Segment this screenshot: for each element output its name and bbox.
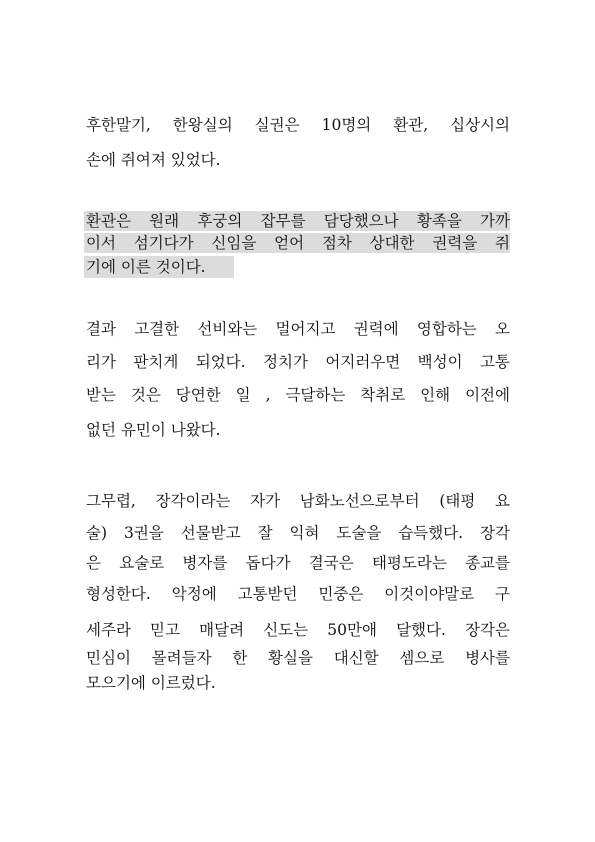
paragraph-2-line-3: 기에 이른 것이다. (86, 258, 206, 276)
paragraph-3-line-2: 리가 판치게 되었다. 정치가 어지러우면 백성이 고통 (86, 353, 510, 371)
paragraph-4-line-4: 형성한다. 악정에 고통받던 민중은 이것이야말로 구 (86, 585, 510, 603)
paragraph-4-line-1: 그무렵, 장각이라는 자가 남화노선으로부터 (태평 요 (86, 492, 510, 510)
paragraph-4-line-2: 술) 3권을 선물받고 잘 익혀 도술을 습득했다. 장각 (86, 524, 510, 542)
paragraph-4-line-3: 은 요술로 병자를 돕다가 결국은 태평도라는 종교를 (86, 554, 510, 572)
paragraph-4-line-5: 세주라 믿고 매달려 신도는 50만애 달했다. 장각은 (86, 621, 510, 639)
paragraph-1-line-2: 손에 쥐여져 있었다. (86, 151, 221, 169)
paragraph-2-line-1: 환관은 원래 후궁의 잡무를 담당했으나 황족을 가까 (86, 212, 510, 230)
paragraph-3-line-3: 받는 것은 당연한 일 , 극달하는 착취로 인해 이전에 (86, 386, 510, 404)
paragraph-2-line-2: 이서 섬기다가 신임을 얻어 점차 상대한 권력을 쥐 (86, 234, 510, 252)
paragraph-3-line-4: 없던 유민이 나왔다. (86, 421, 221, 439)
paragraph-4-line-6: 민심이 몰려들자 한 황실을 대신할 셈으로 병사를 (86, 649, 510, 667)
paragraph-4-line-7: 모으기에 이르렀다. (86, 674, 216, 692)
paragraph-3-line-1: 결과 고결한 선비와는 멀어지고 권력에 영합하는 오 (86, 320, 510, 338)
paragraph-1-line-1: 후한말기, 한왕실의 실권은 10명의 환관, 십상시의 (86, 116, 510, 134)
